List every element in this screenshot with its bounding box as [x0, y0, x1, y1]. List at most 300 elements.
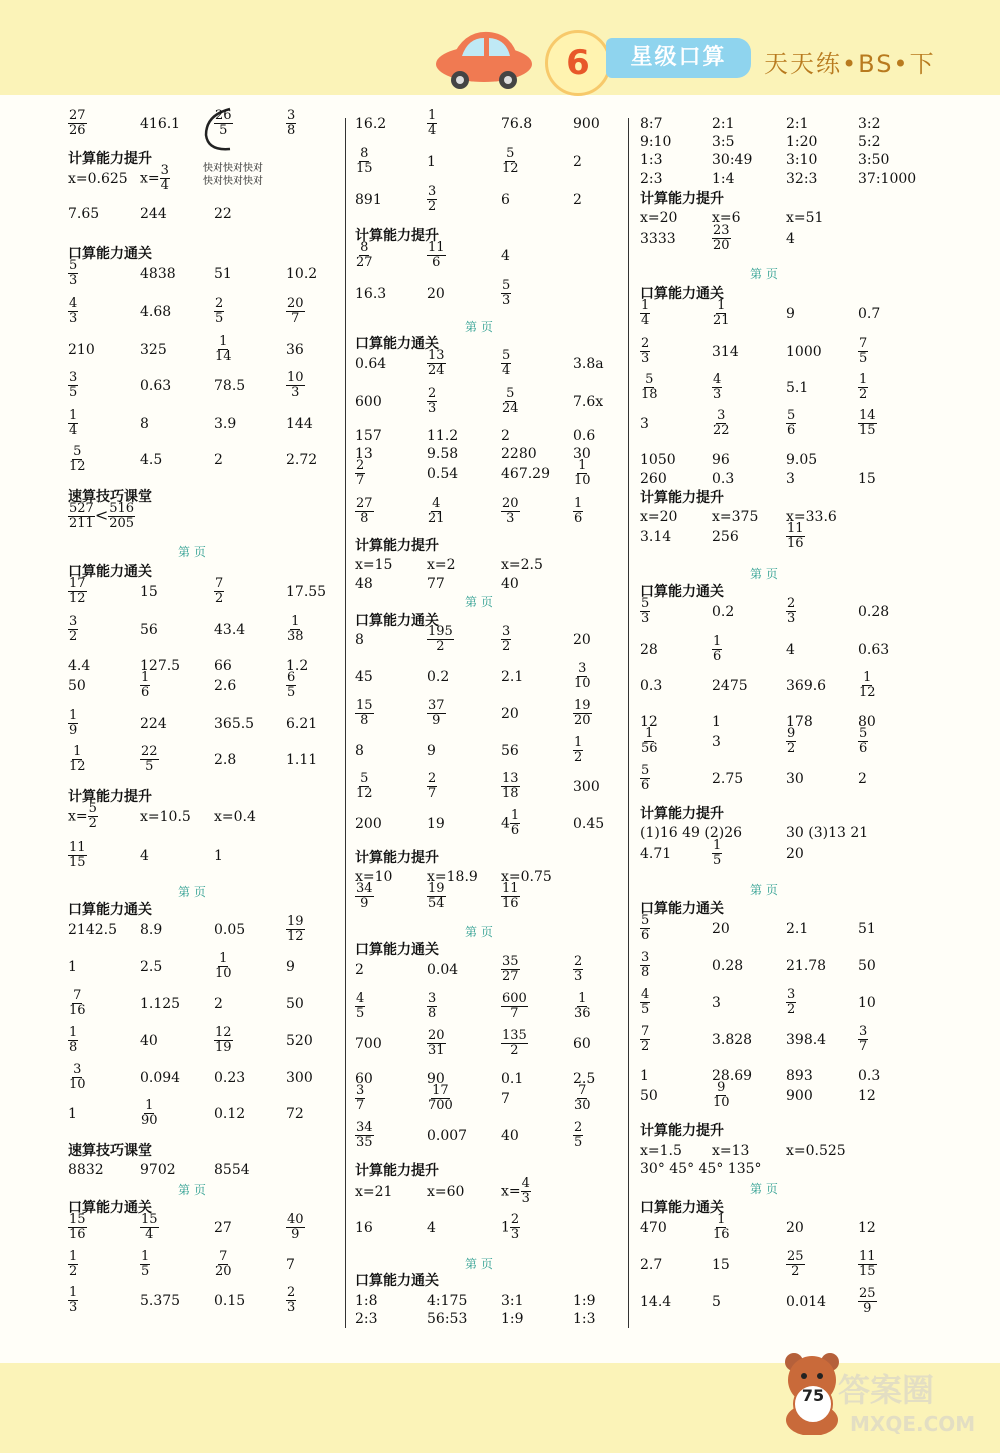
- numerator: 5: [641, 913, 650, 928]
- numerator: 5: [787, 408, 796, 423]
- answer-text: 1: [427, 154, 436, 170]
- denominator: 3: [574, 969, 583, 984]
- answer-text: 13: [355, 446, 373, 462]
- denominator: 2: [641, 1039, 650, 1054]
- numerator: 22: [141, 744, 158, 759]
- answer-cell: [501, 992, 528, 1021]
- answer-cell: [68, 802, 98, 831]
- answer-text: 66: [214, 658, 232, 674]
- answer-cell: [214, 577, 224, 606]
- denominator: 6: [510, 823, 520, 838]
- fraction: [640, 951, 650, 980]
- fraction: [573, 497, 583, 526]
- answer-text: 12: [858, 1088, 876, 1104]
- page-marker: 第 页: [465, 320, 493, 334]
- fraction: [214, 1250, 233, 1279]
- answer-cell: [214, 1069, 245, 1087]
- answer-cell: [858, 994, 876, 1012]
- answer-text: 1: [68, 1106, 77, 1122]
- answer-text: 4.4: [68, 658, 91, 674]
- answer-cell: [858, 373, 868, 402]
- fraction: [712, 635, 722, 664]
- denominator: 2: [859, 387, 868, 402]
- answer-text: 80: [858, 714, 876, 730]
- answer-text: 0.05: [214, 922, 246, 938]
- column-divider: [345, 118, 346, 1328]
- answer-text: 8: [355, 743, 364, 759]
- answer-cell: [427, 241, 446, 270]
- answer-text: 365.5: [214, 716, 255, 732]
- numerator: 3: [859, 1024, 868, 1039]
- answer-cell: [573, 191, 582, 209]
- answer-text: 7.65: [68, 206, 100, 222]
- answer-cell: [427, 625, 454, 654]
- answer-cell: [573, 427, 595, 445]
- numerator: 3: [787, 987, 796, 1002]
- denominator: 4: [69, 423, 78, 438]
- answer-cell: [140, 341, 167, 359]
- page-marker: 第 页: [178, 885, 206, 899]
- fraction: [140, 1250, 150, 1279]
- answer-text: 2: [501, 428, 510, 444]
- fraction: [573, 1121, 583, 1150]
- answer-cell: [858, 727, 868, 756]
- fraction: [640, 764, 650, 793]
- fraction: [573, 699, 592, 728]
- numerator: 1: [717, 298, 726, 313]
- denominator: 20: [713, 238, 730, 253]
- numerator: 1: [69, 1285, 78, 1300]
- numerator: 25: [787, 1249, 804, 1264]
- answer-cell: [712, 170, 735, 188]
- numerator: 1: [69, 408, 78, 423]
- answer-cell: [68, 371, 78, 400]
- answer-cell: [68, 409, 78, 438]
- answer-text: 127.5: [140, 658, 181, 674]
- answer-text: 2.75: [712, 771, 744, 787]
- numerator: 3: [502, 624, 511, 639]
- answer-cell: [140, 265, 176, 283]
- answer-text: 4.71: [640, 846, 672, 862]
- fraction: [68, 989, 87, 1018]
- answer-text: 0.007: [427, 1128, 468, 1144]
- fraction: [214, 577, 224, 606]
- answer-text: 3.8a: [573, 356, 604, 372]
- answer-cell: [640, 1067, 649, 1085]
- answer-text: 4: [140, 848, 149, 864]
- answer-text: 0.04: [427, 962, 459, 978]
- answer-cell: [640, 151, 663, 169]
- fraction: [355, 882, 374, 911]
- fraction: [501, 147, 520, 176]
- numerator: 17: [69, 576, 86, 591]
- answer-cell: [640, 727, 659, 756]
- section-heading: 计算能力提升: [640, 806, 724, 822]
- numerator: 20: [502, 496, 519, 511]
- answer-text: 2.72: [286, 452, 318, 468]
- denominator: 10: [215, 966, 232, 981]
- answer-text: x=0.75: [501, 869, 552, 885]
- answer-cell: [214, 109, 233, 138]
- denominator: 2: [787, 1002, 796, 1017]
- numerator: 11: [787, 521, 804, 536]
- denominator: 5: [215, 311, 224, 326]
- numerator: 3: [578, 661, 587, 676]
- numerator: 5: [641, 596, 650, 611]
- section-heading: 计算能力提升: [68, 151, 152, 167]
- answer-cell: [68, 109, 87, 138]
- answer-text: 1050: [640, 452, 676, 468]
- answer-text: 30 (3)13 21: [786, 825, 869, 841]
- numerator: 15: [69, 1212, 86, 1227]
- answer-cell: [427, 772, 437, 801]
- numerator: 3: [69, 614, 78, 629]
- fraction: [355, 699, 374, 728]
- answer-text: 56: [140, 622, 158, 638]
- denominator: 24: [502, 401, 519, 416]
- answer-cell: [286, 751, 317, 769]
- answer-text: 2:1: [712, 116, 735, 132]
- answer-text: 1:9: [501, 1311, 524, 1327]
- numerator: 11: [502, 881, 519, 896]
- answer-cell: [427, 699, 446, 728]
- answer-cell: [640, 764, 650, 793]
- fraction: [355, 1121, 374, 1150]
- answer-text: 0.64: [355, 356, 387, 372]
- answer-text: 1:3: [640, 152, 663, 168]
- section-heading: 计算能力提升: [355, 850, 439, 866]
- answer-cell: [286, 715, 317, 733]
- fraction: [68, 841, 87, 870]
- answer-cell: [786, 1250, 805, 1279]
- denominator: 38: [287, 629, 304, 644]
- answer-text: 398.4: [786, 1032, 827, 1048]
- denominator: 3: [641, 611, 650, 626]
- answer-text: 200: [355, 816, 382, 832]
- answer-cell: [214, 657, 232, 675]
- numerator: 1: [69, 1249, 78, 1264]
- answer-text: 5.375: [140, 1293, 181, 1309]
- answer-cell: [501, 427, 510, 445]
- answer-cell: [140, 1213, 159, 1242]
- answer-cell: [573, 153, 582, 171]
- numerator: 3: [356, 1083, 365, 1098]
- numerator: 1: [578, 991, 587, 1006]
- answer-cell: [640, 1142, 682, 1160]
- denominator: 4: [428, 123, 437, 138]
- answer-text: x=0.525: [786, 1143, 846, 1159]
- fraction: [858, 1250, 877, 1279]
- answer-text: x=375: [712, 509, 759, 525]
- answer-cell: [858, 305, 880, 323]
- answer-cell: [640, 1256, 662, 1274]
- fraction: [501, 882, 520, 911]
- answer-text: 2: [858, 771, 867, 787]
- numerator: 3: [717, 408, 726, 423]
- fraction: [858, 373, 868, 402]
- answer-text: 7: [286, 1257, 295, 1273]
- answer-text: 2280: [501, 446, 537, 462]
- answer-cell: [140, 958, 162, 976]
- denominator: 3: [787, 611, 796, 626]
- answer-cell: [858, 115, 881, 133]
- denominator: 9: [432, 713, 441, 728]
- answer-cell: [712, 994, 721, 1012]
- denominator: 3: [713, 387, 722, 402]
- answer-cell: [786, 305, 795, 323]
- answer-text: x=6: [712, 210, 741, 226]
- numerator: 4: [432, 496, 441, 511]
- denominator: 26: [69, 123, 86, 138]
- answer-cell: [501, 625, 511, 654]
- fraction: [858, 727, 868, 756]
- numerator: 5: [69, 258, 78, 273]
- answer-cell: [68, 841, 87, 870]
- answer-cell: [858, 1287, 877, 1316]
- numerator: 3: [73, 1062, 82, 1077]
- fraction: [68, 1063, 87, 1092]
- denominator: 16: [713, 1227, 730, 1242]
- answer-text: 2.7: [640, 1257, 663, 1273]
- denominator: 8: [360, 511, 369, 526]
- answer-cell: [68, 677, 86, 695]
- answer-text: (1)16 49 (2)26: [640, 825, 743, 841]
- answer-cell: [68, 615, 78, 644]
- answer-cell: [786, 230, 795, 248]
- fraction: [501, 772, 520, 801]
- answer-text: x=1.5: [640, 1143, 682, 1159]
- numerator: 3: [287, 108, 296, 123]
- denominator: 15: [859, 423, 876, 438]
- answer-text: x=15: [355, 557, 393, 573]
- answer-text: 4.68: [140, 304, 172, 320]
- answer-cell: [786, 845, 804, 863]
- denominator: 10: [574, 676, 591, 691]
- numerator: 1: [574, 496, 583, 511]
- fraction: [786, 988, 796, 1017]
- answer-text: 891: [355, 192, 382, 208]
- margin-note-1: 快对快对快对: [203, 163, 263, 174]
- answer-text: 9: [786, 306, 795, 322]
- answer-cell: [355, 241, 374, 270]
- section-heading: 口算能力通关: [640, 1200, 724, 1216]
- answer-cell: [640, 415, 649, 433]
- denominator: 2: [88, 816, 97, 831]
- answer-cell: [355, 355, 386, 373]
- fraction: [68, 502, 95, 531]
- answer-cell: [573, 662, 592, 691]
- answer-cell: [286, 109, 296, 138]
- fraction: [286, 1286, 296, 1315]
- answer-text: 30: [786, 771, 804, 787]
- answer-cell: [286, 1286, 296, 1315]
- answer-cell: [712, 603, 734, 621]
- answer-cell: [640, 299, 650, 328]
- comparison-sign: <: [94, 505, 109, 525]
- answer-cell: [573, 992, 592, 1021]
- numerator: 35: [502, 954, 519, 969]
- denominator: 7: [291, 311, 300, 326]
- denominator: 6: [432, 255, 441, 270]
- answer-cell: [68, 1161, 104, 1179]
- answer-text: 0.1: [501, 1071, 524, 1087]
- answer-text: 2.5: [140, 959, 163, 975]
- numerator: 26: [215, 108, 232, 123]
- fraction: [355, 992, 365, 1021]
- section-heading: 计算能力提升: [640, 490, 724, 506]
- answer-cell: [858, 1219, 876, 1237]
- answer-text: x=33.6: [786, 509, 837, 525]
- answer-cell: [573, 497, 583, 526]
- numerator: 1: [713, 634, 722, 649]
- answer-cell: [858, 170, 916, 188]
- answer-text: 520: [286, 1033, 313, 1049]
- numerator: 1: [141, 1249, 150, 1264]
- answer-text: 40: [501, 1128, 519, 1144]
- fraction: [214, 109, 233, 138]
- numerator: 1: [641, 298, 650, 313]
- answer-text: 0.7: [858, 306, 881, 322]
- numerator: 2: [428, 771, 437, 786]
- answer-cell: [712, 677, 748, 695]
- answer-text: 45: [355, 669, 373, 685]
- answer-text: 3.9: [214, 416, 237, 432]
- answer-cell: [786, 470, 795, 488]
- numerator: 135: [502, 1028, 527, 1043]
- denominator: 16: [787, 536, 804, 551]
- numerator: 15: [141, 1212, 158, 1227]
- answer-cell: [501, 1292, 524, 1310]
- denominator: 2: [574, 750, 583, 765]
- denominator: 8: [360, 713, 369, 728]
- answer-text: 11.2: [427, 428, 459, 444]
- answer-cell: [786, 451, 817, 469]
- answer-cell: [712, 224, 731, 253]
- answer-text: 51: [214, 266, 232, 282]
- answer-cell: [355, 191, 382, 209]
- answer-text: 1: [501, 1219, 510, 1236]
- answer-cell: [140, 1292, 180, 1310]
- fraction: [858, 671, 877, 700]
- answer-text: 10: [858, 995, 876, 1011]
- denominator: 7: [859, 1039, 868, 1054]
- answer-cell: [640, 951, 650, 980]
- fraction: [640, 1025, 650, 1054]
- answer-cell: [68, 1286, 78, 1315]
- answer-cell: [214, 297, 224, 326]
- denominator: 15: [69, 855, 86, 870]
- numerator: 3: [160, 163, 169, 178]
- answer-cell: [573, 955, 583, 984]
- answer-cell: [501, 742, 519, 760]
- numerator: 11: [69, 840, 86, 855]
- answer-text: 7: [501, 1091, 510, 1107]
- answer-text: 8554: [214, 1162, 250, 1178]
- answer-cell: [140, 164, 170, 193]
- answer-text: 893: [786, 1068, 813, 1084]
- section-heading: 口算能力通关: [355, 942, 439, 958]
- fraction: [427, 349, 446, 378]
- answer-cell: [712, 1031, 752, 1049]
- answer-text: 3: [786, 471, 795, 487]
- grade-badge: 6: [545, 30, 611, 96]
- denominator: 14: [215, 349, 232, 364]
- answer-cell: [427, 1127, 467, 1145]
- answer-cell: [355, 772, 374, 801]
- fraction: [501, 955, 520, 984]
- answer-cell: [286, 1105, 304, 1123]
- answer-text: x=18.9: [427, 869, 478, 885]
- answer-cell: [286, 371, 305, 400]
- fraction: [140, 671, 150, 700]
- answer-text: 0.2: [712, 604, 735, 620]
- answer-cell: [786, 824, 868, 842]
- numerator: 4: [521, 1176, 530, 1191]
- answer-cell: [712, 957, 743, 975]
- answer-text: 3.14: [640, 529, 672, 545]
- answer-text: 8: [140, 416, 149, 432]
- answer-cell: [140, 1069, 180, 1087]
- answer-cell: [858, 133, 881, 151]
- answer-cell: [140, 205, 167, 223]
- denominator: 7: [356, 1098, 365, 1113]
- denominator: 2: [69, 1264, 78, 1279]
- answer-text: 4:175: [427, 1293, 468, 1309]
- fraction: [286, 671, 296, 700]
- answer-text: 30: [573, 446, 591, 462]
- answer-cell: [427, 465, 458, 483]
- denominator: 2: [510, 1043, 519, 1058]
- answer-text: 3.828: [712, 1032, 753, 1048]
- answer-text: 37:1000: [858, 171, 917, 187]
- answer-cell: [355, 815, 382, 833]
- answer-text: 16.3: [355, 286, 387, 302]
- fraction: [68, 577, 87, 606]
- answer-cell: [501, 668, 523, 686]
- numerator: 1: [510, 808, 520, 823]
- numerator: 19: [574, 698, 591, 713]
- answer-cell: [640, 528, 671, 546]
- numerator: 27: [69, 108, 86, 123]
- answer-cell: [286, 297, 305, 326]
- answer-cell: [68, 259, 78, 288]
- answer-cell: [573, 1084, 592, 1113]
- numerator: 5: [502, 348, 511, 363]
- answer-text: x=0.625: [68, 171, 128, 187]
- answer-cell: [501, 809, 520, 838]
- numerator: 2: [787, 596, 796, 611]
- answer-text: 9: [427, 743, 436, 759]
- answer-text: 1: [712, 714, 721, 730]
- numerator: 11: [428, 240, 445, 255]
- fraction: [427, 699, 446, 728]
- numerator: 40: [287, 1212, 304, 1227]
- answer-cell: [427, 109, 437, 138]
- answer-text: 9.58: [427, 446, 459, 462]
- answer-text: 6.21: [286, 716, 318, 732]
- denominator: 12: [69, 759, 86, 774]
- answer-cell: [286, 265, 317, 283]
- answer-cell: [501, 556, 543, 574]
- answer-cell: [712, 635, 722, 664]
- denominator: 3: [510, 1227, 520, 1242]
- answer-cell: [786, 957, 826, 975]
- denominator: 20: [215, 1264, 232, 1279]
- answer-text: 30:49: [712, 152, 753, 168]
- answer-cell: [68, 1250, 78, 1279]
- numerator: 1: [717, 1212, 726, 1227]
- answer-text: 0.3: [858, 1068, 881, 1084]
